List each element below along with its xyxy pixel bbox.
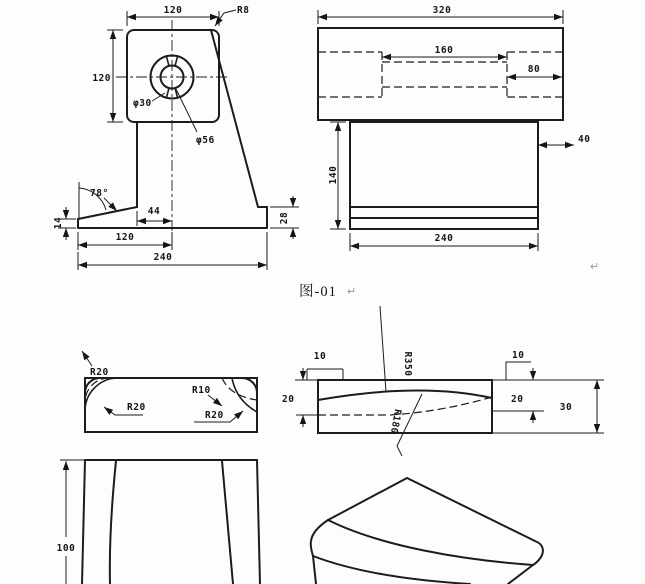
- dim-overall-length: 320: [432, 5, 452, 16]
- flange-outline: [318, 28, 563, 120]
- pad-isometric-view: [311, 478, 543, 584]
- dim-radius-mid: R10: [192, 385, 211, 396]
- dim-height: 30: [559, 402, 573, 413]
- pad-section-view: [282, 306, 604, 456]
- dim-radius-left: R20: [127, 402, 146, 413]
- dim-bottom-radius: R180: [387, 408, 404, 435]
- dim-flange-offset: 40: [578, 134, 591, 145]
- dim-hole-small: φ30: [133, 98, 152, 109]
- dim-base-front: 120: [115, 232, 135, 243]
- dim-edge-height: 14: [53, 216, 64, 230]
- iso-corner-curl: [533, 541, 543, 565]
- dim-body-height: 140: [328, 165, 339, 185]
- fillet-arc-right: [242, 378, 257, 393]
- iso-front-top-curve: [328, 520, 533, 565]
- bracket-front-view: [53, 5, 299, 270]
- corner-radius-leader: [215, 10, 236, 26]
- figure-label-text: 图-01: [299, 284, 337, 300]
- dim-end-left: 10: [313, 351, 327, 362]
- dim-top-radius: R350: [402, 351, 413, 377]
- figure-label: [299, 261, 600, 300]
- iso-back-edges: [328, 478, 535, 541]
- pad-plan-outline: [85, 378, 257, 432]
- dim-pad-height: 100: [56, 543, 76, 554]
- dim-slot-length: 160: [434, 45, 454, 56]
- pad-section-outline: [318, 380, 492, 433]
- paragraph-mark: ↵: [347, 286, 357, 298]
- dim-radius-top: R20: [90, 367, 109, 378]
- dim-end-right: 10: [512, 350, 525, 361]
- dim-radius-bottom: R20: [205, 410, 224, 421]
- pad-front-view: [57, 460, 260, 584]
- stray-paragraph-mark: ↵: [590, 261, 600, 273]
- pad-plan-view: [82, 351, 257, 432]
- bottom-surface-arc: [390, 397, 492, 415]
- dim-hole-large: φ56: [196, 135, 215, 146]
- body-outline: [350, 122, 538, 229]
- dim-corner-radius: R8: [237, 5, 250, 16]
- bracket-top-view: [318, 5, 590, 251]
- dim-plate-width: 120: [163, 5, 183, 16]
- iso-left-edge: [311, 520, 328, 584]
- top-surface-arc: [318, 390, 492, 400]
- dim-step-height: 28: [279, 211, 290, 225]
- dim-depth-left: 20: [282, 394, 295, 405]
- dim-slot-end: 80: [527, 64, 541, 75]
- dim-rib-width: 44: [147, 206, 161, 217]
- dim-body-width: 240: [434, 233, 454, 244]
- dim-plate-height: 120: [92, 73, 111, 84]
- base-sloped-top: [78, 207, 137, 219]
- dim-depth-right: 20: [511, 394, 524, 405]
- dim-angle: 78°: [90, 188, 109, 199]
- iso-front-lower-curve: [313, 556, 470, 584]
- dim-base-total: 240: [153, 252, 173, 263]
